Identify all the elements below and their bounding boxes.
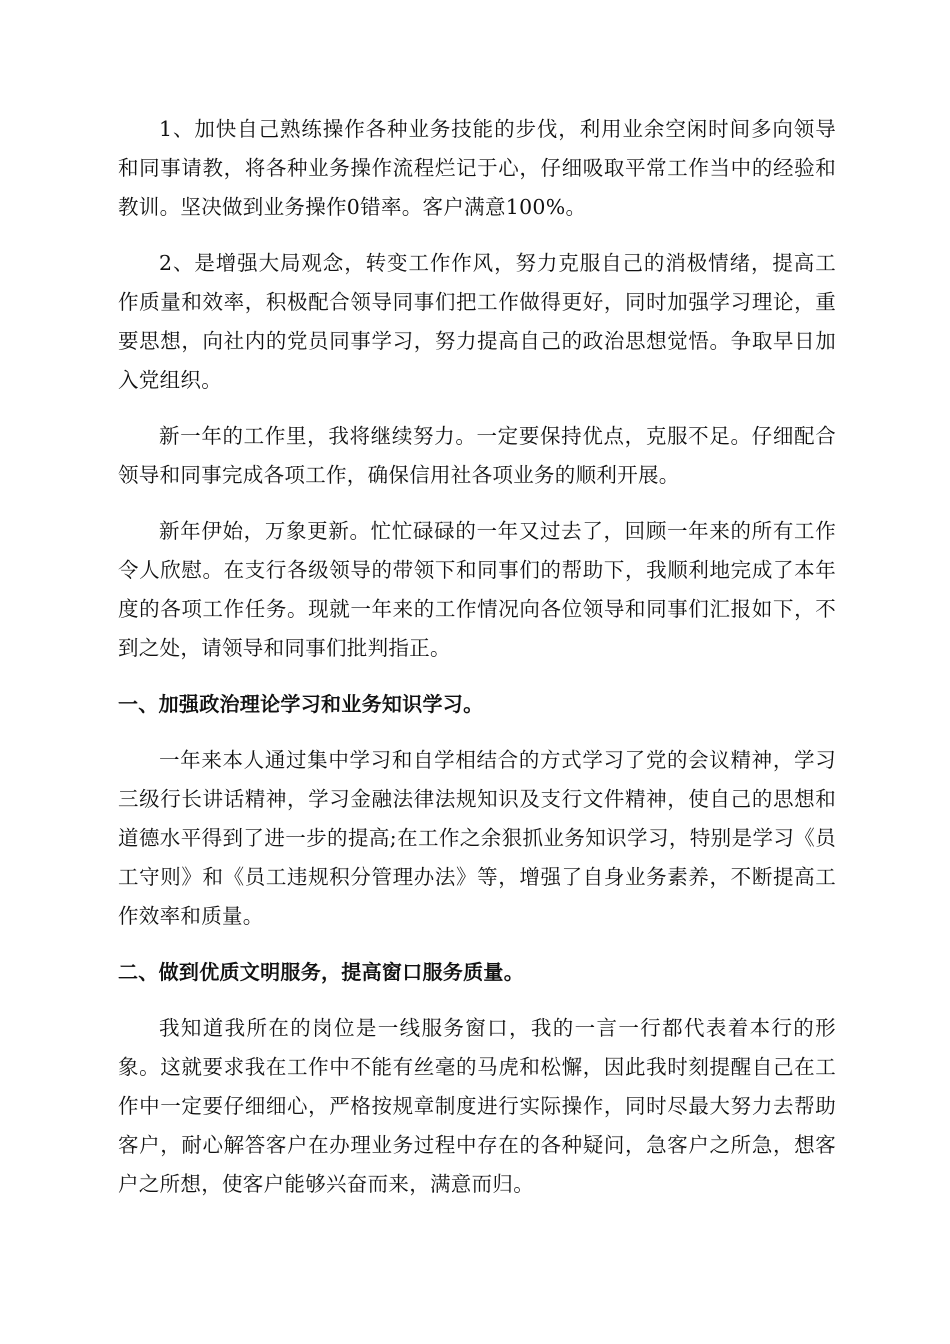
- paragraph-5: 一年来本人通过集中学习和自学相结合的方式学习了党的会议精神，学习三级行长讲话精神，学习金融法律法规知识及支行文件精神，使自己的思想和道德水平得到了进一步的提高;在工作之余狠抓业务知识学习，特别是学习《员工守则》和《员工违规积分管理办法》等，增强了自身业务素养，不断提高工作效率和质量。: [118, 748, 836, 928]
- paragraph-4: 新年伊始，万象更新。忙忙碌碌的一年又过去了，回顾一年来的所有工作令人欣慰。在支行各级领导的带领下和同事们的帮助下，我顺利地完成了本年度的各项工作任务。现就一年来的工作情况向各位领导和同事们汇报如下，不到之处，请领导和同事们批判指正。: [118, 519, 836, 660]
- paragraph-3: 新一年的工作里，我将继续努力。一定要保持优点，克服不足。仔细配合领导和同事完成各项工作，确保信用社各项业务的顺利开展。: [118, 424, 836, 487]
- paragraph-2: 2、是增强大局观念，转变工作作风，努力克服自己的消极情绪，提高工作质量和效率，积极配合领导同事们把工作做得更好，同时加强学习理论，重要思想，向社内的党员同事学习，努力提高自己的政治思想觉悟。争取早日加入党组织。: [118, 251, 836, 392]
- document-page: [118, 110, 836, 1221]
- section-heading-1: 一、加强政治理论学习和业务知识学习。: [118, 692, 484, 716]
- paragraph-6: 我知道我所在的岗位是一线服务窗口，我的一言一行都代表着本行的形象。这就要求我在工作中不能有丝毫的马虎和松懈，因此我时刻提醒自己在工作中一定要仔细细心，严格按规章制度进行实际操作，同时尽最大努力去帮助客户，耐心解答客户在办理业务过程中存在的各种疑问，急客户之所急，想客户之所想，使客户能够兴奋而来，满意而归。: [118, 1016, 836, 1196]
- section-heading-2: 二、做到优质文明服务，提高窗口服务质量。: [118, 960, 524, 984]
- paragraph-1: 1、加快自己熟练操作各种业务技能的步伐，利用业余空闲时间多向领导和同事请教，将各种业务操作流程烂记于心，仔细吸取平常工作当中的经验和教训。坚决做到业务操作0错率。客户满意100%。: [118, 117, 836, 219]
